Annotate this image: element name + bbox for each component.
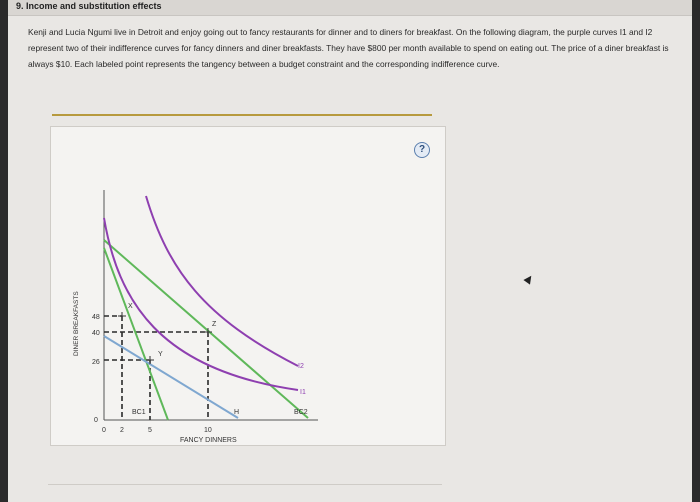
- label-point-x: X: [128, 303, 133, 310]
- label-point-z: Z: [212, 321, 217, 328]
- question-title: 9. Income and substitution effects: [16, 1, 162, 11]
- budget-line-bc1-blue: [104, 336, 238, 418]
- question-text: Kenji and Lucia Ngumi live in Detroit and enjoy going out to fancy restaurants for dinner and to diners for breakfast. On the following diagram, the purple curves I1 and I2 represent two of their indifference curves for fancy dinners and diner breakfasts. They have $800 per month available to spend on eating out. The price of a diner breakfast is always $10. Each labeled point represents the tangency between a budget constraint and the corresponding indifference curve.: [28, 27, 669, 69]
- budget-line-green-2: [104, 248, 168, 420]
- x-axis-label: FANCY DINNERS: [180, 437, 237, 444]
- label-i2: I2: [298, 363, 304, 370]
- label-bc2: BC2: [294, 409, 308, 416]
- y-tick-26: 26: [92, 359, 100, 366]
- screen: [8, 0, 692, 502]
- x-tick-2: 2: [120, 427, 124, 434]
- label-i1: I1: [300, 389, 306, 396]
- help-button[interactable]: ?: [414, 142, 430, 158]
- x-tick-10: 10: [204, 427, 212, 434]
- bottom-divider: [48, 484, 442, 485]
- indifference-chart[interactable]: [8, 0, 692, 502]
- x-tick-0: 0: [102, 427, 106, 434]
- y-tick-48: 48: [92, 314, 100, 321]
- y-axis-label: DINER BREAKFASTS: [73, 291, 80, 356]
- y-tick-40: 40: [92, 330, 100, 337]
- label-point-y: Y: [158, 351, 163, 358]
- x-tick-5: 5: [148, 427, 152, 434]
- label-bc1: BC1: [132, 409, 146, 416]
- indifference-curve-i1: [104, 218, 298, 390]
- label-point-h: H: [234, 409, 240, 416]
- y-tick-0: 0: [94, 417, 98, 424]
